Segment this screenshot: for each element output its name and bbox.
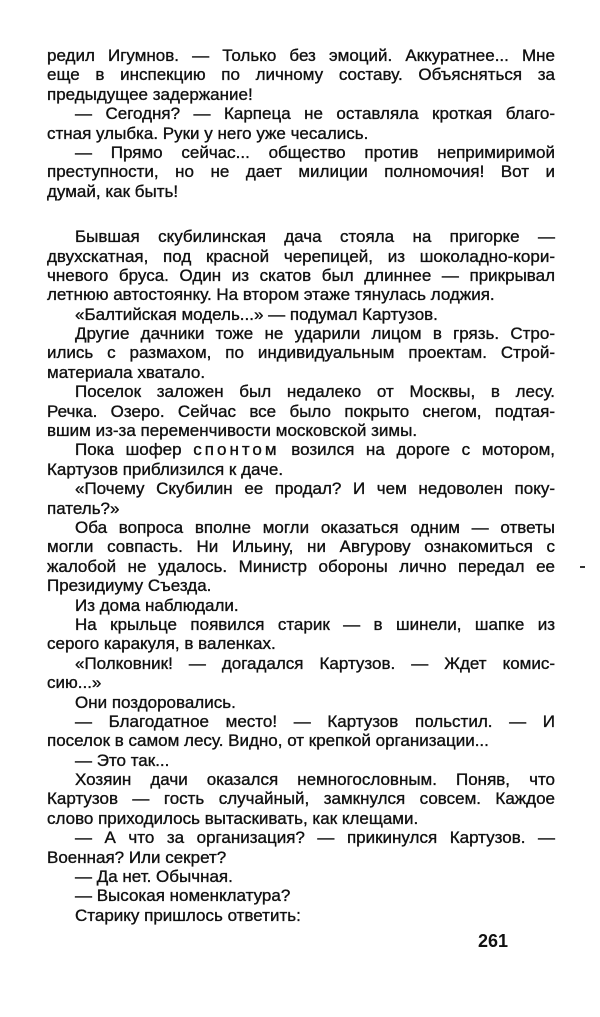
text-line: Бывшая скубилинская дача стояла на пригорке — — [75, 227, 555, 247]
text-line: Картузов — гость случайный, замкнулся совсем. Каждое — [47, 789, 555, 809]
spaced-word: спонтом — [193, 440, 280, 460]
text-line: Президиуму Съезда. — [47, 576, 212, 596]
text-line: материала хватало. — [47, 362, 206, 382]
text-line: — Высокая номенклатура? — [75, 886, 291, 906]
text-line: стная улыбка. Руки у него уже чесались. — [47, 123, 369, 143]
text-line: — А что за организация? — прикинулся Картузов. — — [75, 828, 555, 848]
text-line: поселок в самом лесу. Видно, от крепкой организации... — [47, 731, 489, 751]
book-page-text — [47, 46, 555, 925]
text-line: Из дома наблюдали. — [75, 595, 239, 615]
text-line: — Прямо сейчас... общество против непримиримой — [75, 142, 555, 162]
text-line: «Полковник! — догадался Картузов. — Ждет комис- — [75, 653, 555, 673]
scan-mark — [580, 566, 585, 568]
text-line: двухскатная, под красной черепицей, из шоколадно-кори- — [47, 246, 555, 266]
text-line: преступности, но не дает милиции полномочия! Вот и — [47, 162, 555, 182]
text-segment: Пока шофер — [75, 440, 182, 460]
text-line: Другие дачники тоже не ударили лицом в грязь. Стро- — [75, 324, 555, 344]
text-line: жалобой не удалось. Министр обороны лично передал ее — [47, 556, 555, 576]
text-line: сию...» — [47, 673, 102, 693]
text-line: редил Игумнов. — Только без эмоций. Аккуратнее... Мне — [47, 46, 555, 65]
text-line: — Да нет. Обычная. — [75, 867, 233, 887]
text-line: Картузов приблизился к даче. — [47, 459, 284, 479]
text-line: — Это так... — [75, 750, 170, 770]
text-line: — Благодатное место! — Картузов польстил. — И — [75, 711, 555, 731]
text-line: Речка. Озеро. Сейчас все было покрыто снегом, подтая- — [47, 401, 555, 421]
text-line: летнюю автостоянку. На втором этаже тянулась лоджия. — [47, 285, 495, 305]
text-line: Хозяин дачи оказался немногословным. Поняв, что — [75, 770, 555, 790]
text-line: чневого бруса. Один из скатов был длиннее — прикрывал — [47, 265, 555, 285]
text-line: могли совпасть. Ни Ильину, ни Авгурову ознакомиться с — [47, 537, 555, 557]
text-line: слово приходилось вытаскивать, как клещами. — [47, 808, 419, 828]
text-segment: возился на дороге с мотором, — [291, 440, 555, 460]
text-line: патель?» — [47, 498, 120, 518]
text-line: Оба вопроса вполне могли оказаться одним — ответы — [75, 517, 555, 537]
text-line: На крыльце появился старик — в шинели, шапке из — [75, 614, 555, 634]
text-line: Поселок заложен был недалеко от Москвы, в лесу. — [75, 382, 555, 402]
text-line: «Балтийская модель...» — подумал Картузов. — [75, 304, 438, 324]
text-line: вшим из-за переменчивости московской зимы. — [47, 421, 418, 441]
text-line — [47, 440, 555, 459]
text-line: ились с размахом, по индивидуальным проектам. Строй- — [47, 343, 555, 363]
text-line: предыдущее задержание! — [47, 84, 253, 104]
text-line: «Почему Скубилин ее продал? И чем недоволен поку- — [75, 479, 555, 499]
text-line: еще в инспекцию по личному составу. Объясняться за — [47, 65, 555, 85]
text-line: Военная? Или секрет? — [47, 847, 227, 867]
page-number: 261 — [478, 931, 509, 951]
text-line: Старику пришлось ответить: — [75, 905, 301, 925]
text-line: серого каракуля, в валенках. — [47, 634, 276, 654]
text-line: думай, как быть! — [47, 181, 179, 201]
text-line: Они поздоровались. — [75, 692, 236, 712]
text-line: — Сегодня? — Карпеца не оставляла кроткая благо- — [75, 104, 555, 124]
paragraph-gap — [47, 201, 555, 227]
